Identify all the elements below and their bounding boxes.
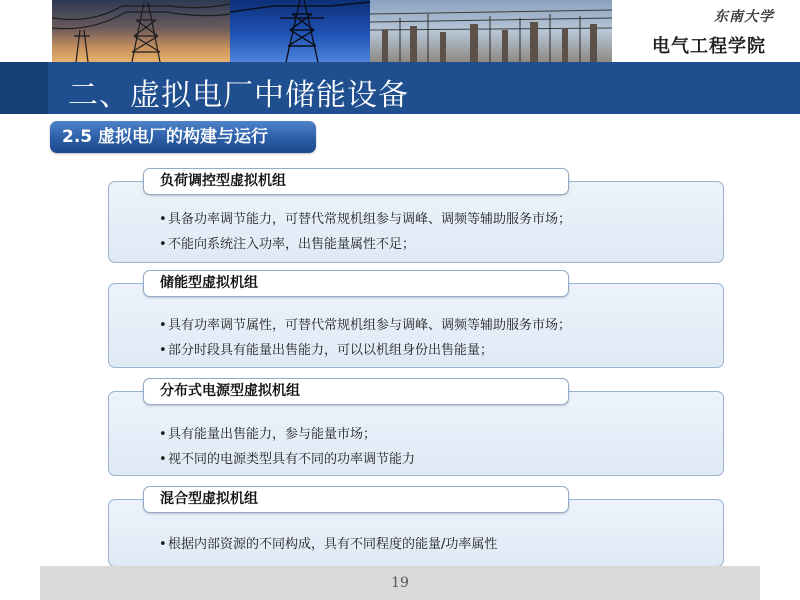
bullet-list (159, 422, 415, 472)
power-tower-sunset-photo (52, 0, 230, 62)
bullet-item: • 具备功率调节能力，可替代常规机组参与调峰、调频等辅助服务市场； (159, 207, 571, 232)
card-title: 分布式电源型虚拟机组 (143, 378, 569, 405)
bullet-item: • 视不同的电源类型具有不同的功率调节能力 (159, 447, 415, 472)
bullet-list (159, 207, 571, 257)
section-label: 2.5 虚拟电厂的构建与运行 (50, 121, 316, 153)
card-hybrid-unit (108, 491, 724, 567)
footer-bar (40, 566, 760, 600)
bullet-item: • 具有能量出售能力，参与能量市场； (159, 422, 415, 447)
page-title: 二、虚拟电厂中储能设备 (68, 78, 409, 113)
transmission-tower-photo (230, 0, 370, 62)
card-distributed-generation-unit (108, 383, 724, 476)
bullet-item: • 部分时段具有能量出售能力，可以以机组身份出售能量； (159, 338, 571, 363)
card-load-control-unit (108, 173, 724, 263)
bullet-item: • 根据内部资源的不同构成，具有不同程度的能量/功率属性 (159, 532, 497, 557)
card-title: 储能型虚拟机组 (143, 270, 569, 297)
bullet-item: • 具有功率调节属性，可替代常规机组参与调峰、调频等辅助服务市场； (159, 313, 571, 338)
card-title: 混合型虚拟机组 (143, 486, 569, 513)
header-right (612, 0, 800, 62)
bullet-item: • 不能向系统注入功率，出售能量属性不足； (159, 232, 571, 257)
bullet-list (159, 532, 497, 557)
card-storage-unit (108, 275, 724, 368)
university-logo: 东南大学 (714, 9, 774, 25)
header-photo-strip (52, 0, 612, 62)
school-name: 电气工程学院 (652, 36, 766, 57)
substation-photo (370, 0, 612, 62)
title-bar-accent (0, 62, 48, 114)
page-number: 19 (391, 575, 409, 591)
card-title: 负荷调控型虚拟机组 (143, 168, 569, 195)
bullet-list (159, 313, 571, 363)
title-bar (0, 62, 800, 114)
